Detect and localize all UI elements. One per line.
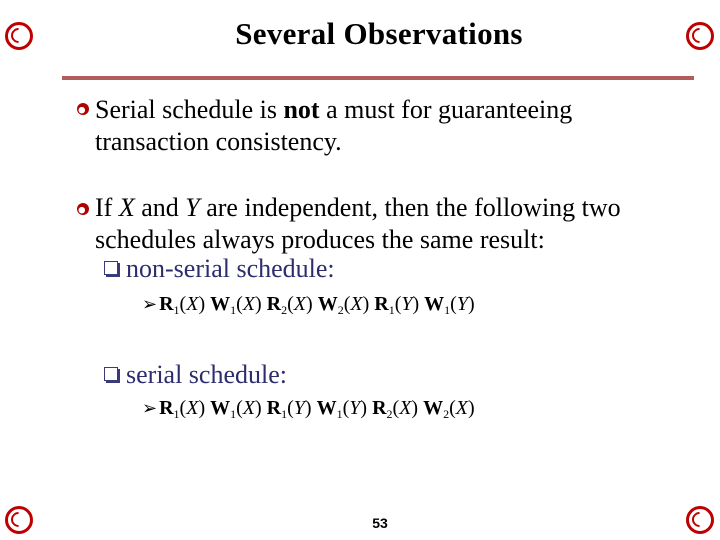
sub-bullet-non-serial: non-serial schedule: — [126, 254, 335, 283]
bullet-1-bold: not — [283, 95, 320, 124]
square-bullet-icon — [104, 367, 118, 381]
schedule-1-ops — [159, 293, 475, 315]
schedule-operation: $R_1(X)$ — [159, 293, 206, 317]
bullet-2-x: X — [118, 193, 135, 222]
schedule-2-ops — [159, 397, 475, 419]
bullet-1-text — [95, 94, 655, 158]
bullet-2-and: and — [134, 193, 186, 222]
schedule-operation: $W_2(X)$ — [423, 397, 475, 421]
bullet-1-pre: Serial schedule is — [95, 95, 284, 124]
schedule-line-2 — [142, 397, 475, 422]
bullet-2-post: are independent, then the following two schedules always produces the same result: — [95, 193, 621, 254]
corner-logo-icon — [5, 506, 33, 534]
bullet-icon — [77, 203, 89, 215]
arrow-bullet-icon: ➢ — [142, 398, 158, 419]
schedule-operation: $W_1(X)$ — [210, 293, 262, 317]
schedule-operation: $W_1(Y)$ — [316, 397, 368, 421]
schedule-line-1 — [142, 293, 475, 318]
schedule-operation: $W_1(X)$ — [210, 397, 262, 421]
square-bullet-icon — [104, 261, 118, 275]
schedule-operation: $W_1(Y)$ — [424, 293, 475, 317]
bullet-icon — [77, 103, 89, 115]
schedule-operation: $R_1(Y)$ — [374, 293, 420, 317]
corner-logo-icon — [686, 506, 714, 534]
page-number: 53 — [372, 515, 388, 531]
title-divider — [62, 76, 694, 80]
bullet-2-y: Y — [185, 193, 200, 222]
bullet-2-pre: If — [95, 193, 119, 222]
schedule-operation: $W_2(X)$ — [317, 293, 370, 317]
sub-bullet-serial: serial schedule: — [126, 360, 287, 389]
schedule-operation: $R_1(X)$ — [159, 397, 206, 421]
slide-title: Several Observations — [235, 16, 523, 51]
schedule-operation: $R_2(X)$ — [266, 293, 313, 317]
schedule-operation: $R_1(Y)$ — [266, 397, 312, 421]
bullet-1-post: a must for guaranteeing transaction consistency. — [95, 95, 573, 156]
arrow-bullet-icon: ➢ — [142, 294, 158, 315]
bullet-2-text — [95, 192, 695, 256]
schedule-operation: $R_2(X)$ — [372, 397, 419, 421]
